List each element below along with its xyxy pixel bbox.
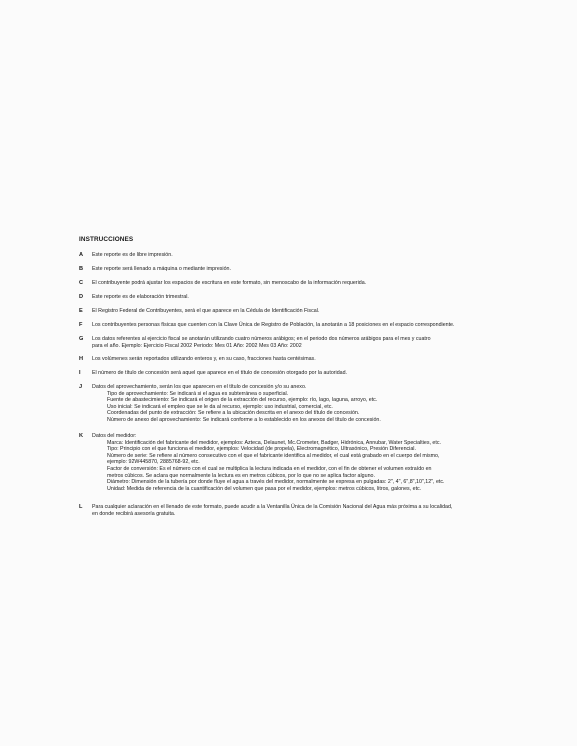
sub-item: Fuente de abastecimiento: Se indicará el origen de la extracción del recurso, ejemplo: río, lago, laguna, arroyo, etc. (107, 397, 378, 404)
item-text: El contribuyente podrá ajustar los espacios de escritura en este formato, sin menoscabo de la información requerida. (92, 280, 367, 286)
item-text (92, 504, 497, 517)
item-letter: J (79, 384, 83, 390)
sub-item: Diámetro: Dimensión de la tubería por donde fluye el agua a través del medidor, normalmente se expresa en pulgadas: 2", 4", 6",8",10",12", etc. (107, 479, 445, 486)
item-heading: Datos del medidor: (92, 433, 137, 439)
item-letter: K (79, 433, 84, 439)
sub-item: Coordenadas del punto de extracción: Se refiere a la ubicación descrita en el anexo del título de concesión. (107, 410, 360, 417)
sub-item: Uso inicial: Se indicará el empleo que se le da al recurso, ejemplo: uso industrial, comercial, etc. (107, 403, 333, 410)
item-text: Este reporte es de libre impresión. (92, 252, 173, 258)
item-text: El número de título de concesión será aquel que aparece en el título de concesión otorgado por la autoridad. (92, 370, 348, 376)
sub-item: Factor de conversión: Es el número con el cual se multiplica la lectura indicada en el medidor, con el fin de obtener el volumen extraído en (107, 465, 432, 472)
sub-item: Marca: Identificación del fabricante del medidor, ejemplos: Azteca, Delaunet, Mc.Crometer, Badger, Hidrónica, Annubar, Water Specialties, etc. (107, 439, 441, 446)
item-text: Los contribuyentes personas físicas que cuenten con la Clave Única de Registro de Población, la anotarán a 18 posiciones en el espacio correspondiente. (92, 322, 455, 328)
item-letter: A (79, 252, 84, 258)
item-letter: L (79, 504, 83, 510)
item-text-line: Para cualquier aclaración en el llenado de este formato, puede acudir a la Ventanilla Única de la Comisión Nacional del Agua más próxima a su localidad, (92, 504, 453, 510)
sub-item: Número de serie: Se refiere al número consecutivo con el que el fabricante identifica al medidor, el cual está grabado en el cuerpo del mismo, (107, 452, 440, 459)
item-letter: F (79, 322, 83, 328)
page-title: INSTRUCCIONES (79, 236, 134, 243)
item-text: Este reporte será llenado a máquina o mediante impresión. (92, 266, 231, 272)
item-text: El Registro Federal de Contribuyentes, será el que aparece en la Cédula de Identificación Fiscal. (92, 308, 320, 314)
sub-item: Unidad: Medida de referencia de la cuantificación del volumen que pasa por el medidor, ejemplos: metros cúbicos, litros, galones, etc. (107, 485, 422, 492)
item-letter: I (79, 370, 81, 376)
item-text: Los volúmenes serán reportados utilizando enteros y, en su caso, fracciones hasta centésimas. (92, 356, 316, 362)
item-text (92, 384, 497, 424)
item-letter: H (79, 356, 84, 362)
item-letter: B (79, 266, 84, 272)
sub-list (92, 440, 497, 493)
item-letter: E (79, 308, 83, 314)
item-letter: G (79, 336, 84, 342)
sub-item: Tipo de aprovechamiento: Se indicará si el agua es subterránea o superficial. (107, 390, 289, 397)
sub-item: Tipo: Principio con el que funciona el medidor, ejemplos: Velocidad (de propela), Electromagnético, Ultrasónico, Presión Diferencial. (107, 446, 416, 453)
item-text-line: en donde recibirá asesoría gratuita. (92, 510, 176, 517)
item-text: Este reporte es de elaboración trimestral. (92, 294, 189, 300)
item-text (92, 336, 497, 349)
sub-item: Número de anexo del aprovechamiento: Se indicará conforme a lo establecido en los anexos del título de concesión. (107, 416, 381, 423)
item-text (92, 433, 497, 492)
item-heading: Datos del aprovechamiento, serán los que aparecen en el título de concesión y/o su anexo. (92, 384, 307, 390)
item-text-line: para el año. Ejemplo: Ejercicio Fiscal 2002 Periodo: Mes 01 Año: 2002 Mes 03 Año: 2002 (92, 342, 302, 349)
sub-item: ejemplo: 92W445870, 2885768-92, etc. (107, 459, 200, 466)
item-letter: C (79, 280, 84, 286)
sub-item: metros cúbicos. Se aclara que normalmente la lectura es en metros cúbicos, por lo que no se aplica factor alguno. (107, 472, 375, 479)
item-letter: D (79, 294, 84, 300)
sub-list (92, 391, 497, 424)
item-text-line: Los datos referentes al ejercicio fiscal se anotarán utilizando cuatro números arábigos; en el periodo dos números arábigos para el mes y cuatro (92, 336, 431, 342)
